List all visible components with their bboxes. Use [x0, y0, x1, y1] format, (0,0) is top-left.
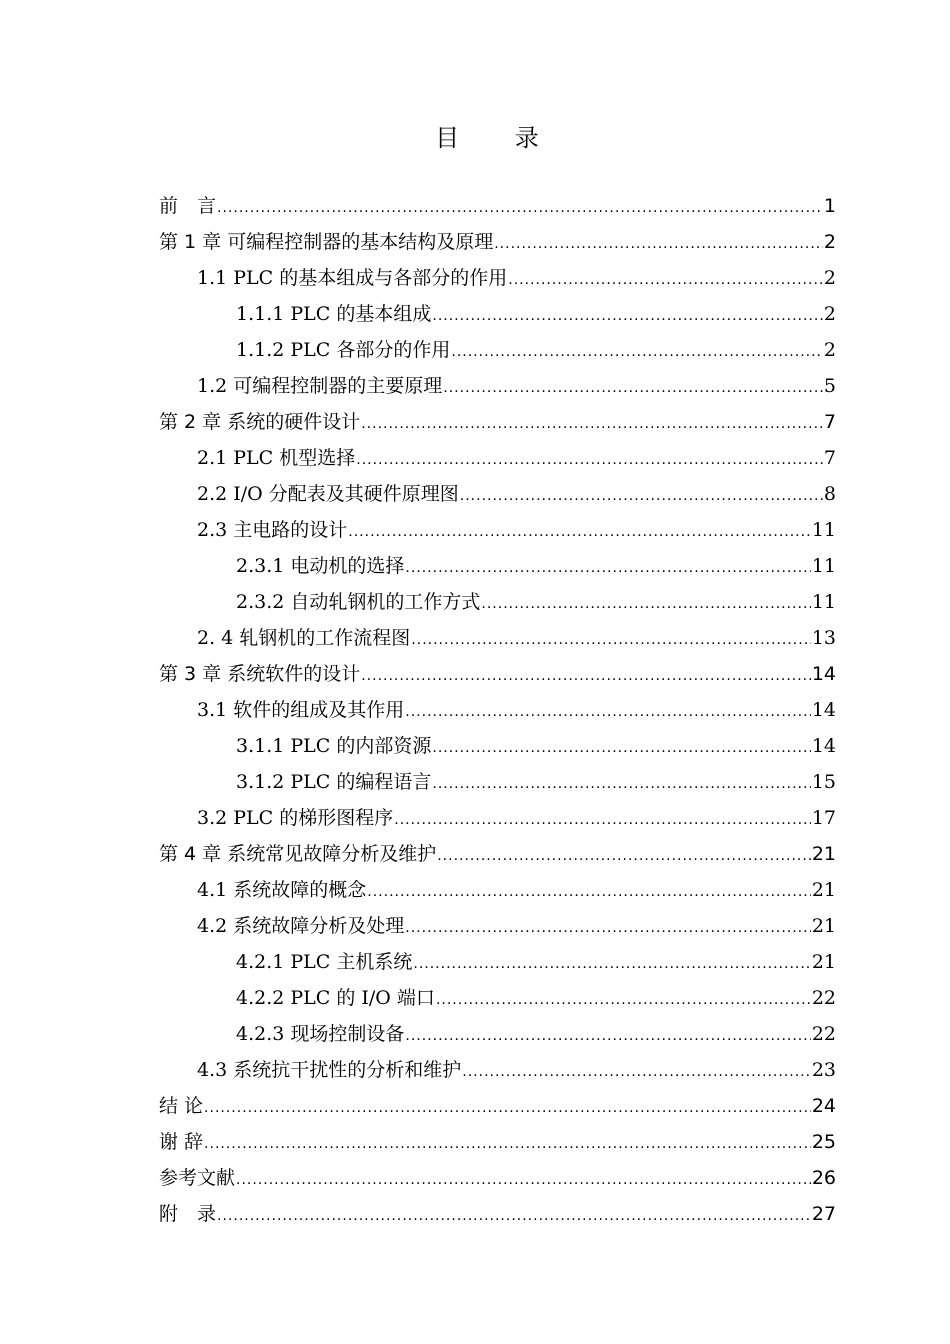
- page-title: 目 录: [435, 124, 563, 152]
- toc-entry-label: 参考文献: [159, 1167, 236, 1189]
- dot-leader: [411, 622, 811, 658]
- toc-entry[interactable]: [159, 872, 836, 908]
- toc-entry-page-number: 21: [811, 879, 836, 901]
- toc-entry[interactable]: [159, 584, 836, 620]
- toc-entry[interactable]: [159, 944, 836, 980]
- toc-entry-label: 4.2.2 PLC 的 I/O 端口: [236, 987, 435, 1009]
- toc-entry-label: 1.1 PLC 的基本组成与各部分的作用: [197, 267, 508, 289]
- toc-entry-page-number: 5: [823, 375, 836, 397]
- dot-leader: [437, 838, 811, 874]
- toc-entry[interactable]: [159, 980, 836, 1016]
- toc-entry-page-number: 14: [811, 699, 836, 721]
- toc-entry-label: 前 言: [159, 195, 217, 217]
- toc-entry-page-number: 11: [811, 591, 836, 613]
- dot-leader: [217, 1198, 811, 1234]
- toc-entry[interactable]: [159, 224, 836, 260]
- toc-entry-page-number: 14: [811, 663, 836, 685]
- toc-entry-page-number: 22: [811, 1023, 836, 1045]
- toc-entry-page-number: 2: [823, 303, 836, 325]
- toc-entry-page-number: 8: [823, 483, 836, 505]
- toc-entry[interactable]: [159, 1088, 836, 1124]
- toc-entry[interactable]: [159, 620, 836, 656]
- toc-entry-page-number: 11: [811, 555, 836, 577]
- dot-leader: [217, 190, 823, 226]
- dot-leader: [405, 910, 811, 946]
- toc-entry-page-number: 27: [811, 1203, 836, 1225]
- toc-entry[interactable]: [159, 260, 836, 296]
- toc-entry-label: 4.2.3 现场控制设备: [236, 1023, 405, 1045]
- toc-entry-label: 1.1.1 PLC 的基本组成: [236, 303, 432, 325]
- toc-entry-label: 2.3.1 电动机的选择: [236, 555, 405, 577]
- toc-entry[interactable]: [159, 476, 836, 512]
- toc-entry-page-number: 2: [823, 231, 836, 253]
- toc-entry-page-number: 21: [811, 915, 836, 937]
- toc-entry[interactable]: [159, 512, 836, 548]
- dot-leader: [443, 370, 823, 406]
- dot-leader: [413, 946, 810, 982]
- dot-leader: [394, 802, 811, 838]
- toc-entry-label: 1.2 可编程控制器的主要原理: [197, 375, 443, 397]
- dot-leader: [494, 226, 823, 262]
- toc-entry-page-number: 21: [811, 951, 836, 973]
- dot-leader: [508, 262, 823, 298]
- toc-entry-label: 第 4 章 系统常见故障分析及维护: [159, 843, 437, 865]
- toc-entry-label: 4.2 系统故障分析及处理: [197, 915, 405, 937]
- toc-entry-label: 3.1.1 PLC 的内部资源: [236, 735, 432, 757]
- toc-entry-page-number: 11: [811, 519, 836, 541]
- toc-entry[interactable]: [159, 1016, 836, 1052]
- toc-entry-label: 谢 辞: [159, 1131, 204, 1153]
- toc-entry-label: 2. 4 轧钢机的工作流程图: [197, 627, 411, 649]
- toc-entry-page-number: 25: [811, 1131, 836, 1153]
- toc-entry-page-number: 17: [811, 807, 836, 829]
- toc-entry-label: 第 2 章 系统的硬件设计: [159, 411, 361, 433]
- toc-entry[interactable]: [159, 656, 836, 692]
- dot-leader: [361, 658, 811, 694]
- dot-leader: [462, 1054, 811, 1090]
- toc-entry[interactable]: [159, 728, 836, 764]
- toc-entry-page-number: 7: [823, 411, 836, 433]
- toc-entry[interactable]: [159, 548, 836, 584]
- dot-leader: [451, 334, 823, 370]
- toc-entry[interactable]: [159, 440, 836, 476]
- toc-entry-label: 2.3.2 自动轧钢机的工作方式: [236, 591, 481, 613]
- dot-leader: [405, 694, 811, 730]
- toc-entry-label: 第 3 章 系统软件的设计: [159, 663, 361, 685]
- toc-entry-label: 1.1.2 PLC 各部分的作用: [236, 339, 451, 361]
- dot-leader: [236, 1162, 811, 1198]
- toc-entry[interactable]: [159, 368, 836, 404]
- toc-entry[interactable]: [159, 908, 836, 944]
- dot-leader: [481, 586, 810, 622]
- toc-entry-label: 第 1 章 可编程控制器的基本结构及原理: [159, 231, 494, 253]
- toc-entry[interactable]: [159, 404, 836, 440]
- dot-leader: [436, 982, 811, 1018]
- toc-entry-page-number: 2: [823, 267, 836, 289]
- dot-leader: [432, 730, 810, 766]
- toc-entry[interactable]: [159, 836, 836, 872]
- toc-entry[interactable]: [159, 1196, 836, 1232]
- toc-entry[interactable]: [159, 1052, 836, 1088]
- dot-leader: [361, 406, 823, 442]
- table-of-contents: [159, 188, 836, 1232]
- dot-leader: [367, 874, 811, 910]
- toc-entry[interactable]: [159, 800, 836, 836]
- dot-leader: [432, 298, 823, 334]
- toc-entry-label: 4.3 系统抗干扰性的分析和维护: [197, 1059, 462, 1081]
- toc-entry-label: 2.1 PLC 机型选择: [197, 447, 356, 469]
- toc-entry-label: 3.1 软件的组成及其作用: [197, 699, 405, 721]
- toc-entry[interactable]: [159, 332, 836, 368]
- dot-leader: [348, 514, 811, 550]
- toc-entry-label: 3.2 PLC 的梯形图程序: [197, 807, 394, 829]
- toc-entry[interactable]: [159, 1160, 836, 1196]
- toc-entry-page-number: 15: [811, 771, 836, 793]
- dot-leader: [204, 1090, 811, 1126]
- toc-entry-label: 2.3 主电路的设计: [197, 519, 348, 541]
- toc-entry-page-number: 21: [811, 843, 836, 865]
- dot-leader: [204, 1126, 811, 1162]
- toc-entry-page-number: 1: [823, 195, 836, 217]
- dot-leader: [432, 766, 810, 802]
- toc-entry-label: 附 录: [159, 1203, 217, 1225]
- toc-entry-page-number: 2: [823, 339, 836, 361]
- toc-entry-page-number: 13: [811, 627, 836, 649]
- dot-leader: [356, 442, 823, 478]
- toc-entry-label: 4.2.1 PLC 主机系统: [236, 951, 413, 973]
- toc-entry-page-number: 22: [811, 987, 836, 1009]
- dot-leader: [405, 550, 810, 586]
- toc-entry-page-number: 26: [811, 1167, 836, 1189]
- toc-entry-page-number: 14: [811, 735, 836, 757]
- toc-entry[interactable]: [159, 1124, 836, 1160]
- toc-entry[interactable]: [159, 296, 836, 332]
- toc-entry-label: 4.1 系统故障的概念: [197, 879, 367, 901]
- toc-entry-label: 2.2 I/O 分配表及其硬件原理图: [197, 483, 459, 505]
- toc-entry[interactable]: [159, 188, 836, 224]
- toc-entry[interactable]: [159, 692, 836, 728]
- toc-entry-label: 3.1.2 PLC 的编程语言: [236, 771, 432, 793]
- toc-entry-label: 结 论: [159, 1095, 204, 1117]
- toc-entry-page-number: 24: [811, 1095, 836, 1117]
- toc-entry-page-number: 23: [811, 1059, 836, 1081]
- dot-leader: [460, 478, 823, 514]
- dot-leader: [405, 1018, 810, 1054]
- toc-entry[interactable]: [159, 764, 836, 800]
- toc-entry-page-number: 7: [823, 447, 836, 469]
